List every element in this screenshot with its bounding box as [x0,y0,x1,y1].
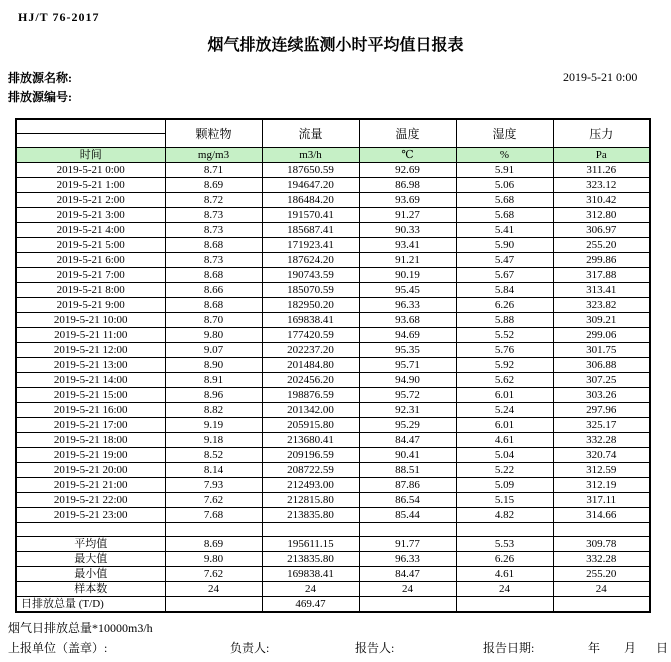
value-cell: 169838.41 [262,567,359,582]
value-cell: 202237.20 [262,343,359,358]
value-cell: 299.86 [553,253,650,268]
value-cell: 8.68 [165,268,262,283]
summary-row [16,582,650,597]
value-cell: 92.69 [359,163,456,178]
value-cell: 213835.80 [262,552,359,567]
time-cell: 2019-5-21 7:00 [16,268,165,283]
value-cell: 5.68 [456,208,553,223]
units-row [16,148,650,163]
value-cell: 8.52 [165,448,262,463]
unit-humidity: % [456,148,553,163]
value-cell: 24 [456,582,553,597]
value-cell: 9.19 [165,418,262,433]
time-cell: 2019-5-21 2:00 [16,193,165,208]
time-cell: 2019-5-21 16:00 [16,403,165,418]
summary-row [16,537,650,552]
table-row [16,163,650,178]
value-cell: 190743.59 [262,268,359,283]
time-cell: 2019-5-21 15:00 [16,388,165,403]
time-cell: 2019-5-21 12:00 [16,343,165,358]
value-cell: 5.06 [456,178,553,193]
value-cell: 325.17 [553,418,650,433]
value-cell: 5.84 [456,283,553,298]
summary-row [16,552,650,567]
value-cell: 312.59 [553,463,650,478]
value-cell: 309.21 [553,313,650,328]
table-row [16,403,650,418]
value-cell: 95.45 [359,283,456,298]
value-cell: 5.76 [456,343,553,358]
time-cell: 2019-5-21 6:00 [16,253,165,268]
reporter-label: 报告人: [355,641,395,655]
responsible-person-label: 负责人: [230,641,270,655]
value-cell: 87.86 [359,478,456,493]
table-row [16,448,650,463]
value-cell: 4.61 [456,433,553,448]
value-cell: 24 [165,582,262,597]
value-cell: 5.88 [456,313,553,328]
time-cell: 2019-5-21 13:00 [16,358,165,373]
value-cell: 255.20 [553,567,650,582]
report-datetime: 2019-5-21 0:00 [563,70,638,84]
table-row [16,313,650,328]
value-cell: 5.90 [456,238,553,253]
value-cell: 91.27 [359,208,456,223]
value-cell: 209196.59 [262,448,359,463]
value-cell: 201484.80 [262,358,359,373]
value-cell: 95.71 [359,358,456,373]
summary-label-cell: 最小值 [16,567,165,582]
header-empty-cell [16,119,165,134]
value-cell: 469.47 [262,597,359,613]
table-row [16,463,650,478]
value-cell: 5.62 [456,373,553,388]
spacer [16,523,650,537]
table-row [16,478,650,493]
value-cell: 323.82 [553,298,650,313]
value-cell: 5.52 [456,328,553,343]
value-cell: 213835.80 [262,508,359,523]
time-cell: 2019-5-21 18:00 [16,433,165,448]
time-column-label: 时间 [16,148,165,163]
value-cell: 92.31 [359,403,456,418]
value-cell [553,597,650,613]
value-cell: 307.25 [553,373,650,388]
value-cell: 94.69 [359,328,456,343]
value-cell: 8.68 [165,238,262,253]
value-cell: 5.68 [456,193,553,208]
day-label: 日 [656,641,669,655]
time-cell: 2019-5-21 9:00 [16,298,165,313]
value-cell: 8.72 [165,193,262,208]
value-cell: 8.73 [165,208,262,223]
value-cell: 90.33 [359,223,456,238]
table-header [16,119,650,163]
summary-rows [16,537,650,613]
time-cell: 2019-5-21 23:00 [16,508,165,523]
value-cell: 24 [553,582,650,597]
time-cell: 2019-5-21 11:00 [16,328,165,343]
value-cell: 303.26 [553,388,650,403]
value-cell: 8.73 [165,253,262,268]
report-date-label: 报告日期: [483,641,535,655]
value-cell: 5.92 [456,358,553,373]
value-cell: 8.91 [165,373,262,388]
value-cell: 96.33 [359,298,456,313]
table-row [16,268,650,283]
table-row [16,223,650,238]
value-cell: 194647.20 [262,178,359,193]
summary-label-cell: 最大值 [16,552,165,567]
value-cell: 198876.59 [262,388,359,403]
value-cell: 332.28 [553,433,650,448]
value-cell: 84.47 [359,567,456,582]
time-cell: 2019-5-21 1:00 [16,178,165,193]
value-cell: 185687.41 [262,223,359,238]
value-cell: 7.62 [165,567,262,582]
value-cell: 4.61 [456,567,553,582]
value-cell: 195611.15 [262,537,359,552]
value-cell: 90.19 [359,268,456,283]
month-label: 月 [624,641,637,655]
value-cell: 323.12 [553,178,650,193]
value-cell: 208722.59 [262,463,359,478]
value-cell: 5.09 [456,478,553,493]
summary-label-cell: 日排放总量 (T/D) [16,597,165,613]
value-cell: 212493.00 [262,478,359,493]
standard-number: HJ/T 76-2017 [18,10,100,24]
value-cell: 320.74 [553,448,650,463]
table-row [16,178,650,193]
value-cell: 94.90 [359,373,456,388]
table-row [16,238,650,253]
value-cell: 6.01 [456,388,553,403]
column-header-temperature: 温度 [359,119,456,148]
value-cell: 8.69 [165,178,262,193]
value-cell: 297.96 [553,403,650,418]
value-cell: 213680.41 [262,433,359,448]
report-table [15,118,651,613]
value-cell: 309.78 [553,537,650,552]
value-cell: 306.88 [553,358,650,373]
value-cell: 212815.80 [262,493,359,508]
value-cell: 310.42 [553,193,650,208]
summary-row [16,597,650,613]
value-cell: 5.24 [456,403,553,418]
value-cell: 5.91 [456,163,553,178]
value-cell: 91.77 [359,537,456,552]
table-row [16,493,650,508]
value-cell: 24 [359,582,456,597]
unit-temperature: ℃ [359,148,456,163]
value-cell: 5.04 [456,448,553,463]
value-cell: 5.15 [456,493,553,508]
value-cell: 171923.41 [262,238,359,253]
value-cell: 205915.80 [262,418,359,433]
summary-label-cell: 平均值 [16,537,165,552]
value-cell: 91.21 [359,253,456,268]
value-cell: 177420.59 [262,328,359,343]
value-cell: 314.66 [553,508,650,523]
value-cell: 186484.20 [262,193,359,208]
value-cell: 8.90 [165,358,262,373]
value-cell: 169838.41 [262,313,359,328]
table-row [16,208,650,223]
data-rows [16,163,650,523]
value-cell: 255.20 [553,238,650,253]
value-cell: 8.82 [165,403,262,418]
time-cell: 2019-5-21 22:00 [16,493,165,508]
unit-pressure: Pa [553,148,650,163]
table-row [16,358,650,373]
value-cell: 191570.41 [262,208,359,223]
value-cell: 85.44 [359,508,456,523]
value-cell: 84.47 [359,433,456,448]
unit-flow: m3/h [262,148,359,163]
value-cell: 8.68 [165,298,262,313]
source-code-label: 排放源编号: [8,90,72,104]
time-cell: 2019-5-21 10:00 [16,313,165,328]
value-cell: 182950.20 [262,298,359,313]
time-cell: 2019-5-21 4:00 [16,223,165,238]
value-cell: 95.72 [359,388,456,403]
value-cell: 9.80 [165,552,262,567]
table-row [16,388,650,403]
value-cell: 201342.00 [262,403,359,418]
value-cell: 8.14 [165,463,262,478]
report-unit-label: 上报单位（盖章）: [8,641,108,655]
value-cell: 93.41 [359,238,456,253]
spacer-row [16,523,650,537]
value-cell: 96.33 [359,552,456,567]
page-title: 烟气排放连续监测小时平均值日报表 [207,37,464,54]
value-cell: 95.29 [359,418,456,433]
header-empty-cell [16,134,165,148]
table-row [16,193,650,208]
value-cell: 6.26 [456,298,553,313]
value-cell: 9.07 [165,343,262,358]
source-name-label: 排放源名称: [8,71,72,85]
value-cell: 8.69 [165,537,262,552]
value-cell: 332.28 [553,552,650,567]
time-cell: 2019-5-21 8:00 [16,283,165,298]
value-cell: 5.53 [456,537,553,552]
value-cell: 306.97 [553,223,650,238]
value-cell: 9.18 [165,433,262,448]
value-cell: 202456.20 [262,373,359,388]
table-row [16,433,650,448]
table-row [16,253,650,268]
value-cell: 8.71 [165,163,262,178]
value-cell: 187650.59 [262,163,359,178]
value-cell: 90.41 [359,448,456,463]
value-cell: 93.68 [359,313,456,328]
value-cell: 313.41 [553,283,650,298]
time-cell: 2019-5-21 5:00 [16,238,165,253]
value-cell: 5.41 [456,223,553,238]
time-cell: 2019-5-21 19:00 [16,448,165,463]
time-cell: 2019-5-21 14:00 [16,373,165,388]
value-cell: 7.93 [165,478,262,493]
value-cell: 7.62 [165,493,262,508]
column-header-particulate: 颗粒物 [165,119,262,148]
value-cell [359,597,456,613]
value-cell [456,597,553,613]
column-header-humidity: 湿度 [456,119,553,148]
value-cell: 93.69 [359,193,456,208]
total-emission-note: 烟气日排放总量*10000m3/h [8,621,153,635]
time-cell: 2019-5-21 17:00 [16,418,165,433]
value-cell: 86.54 [359,493,456,508]
value-cell: 95.35 [359,343,456,358]
value-cell: 24 [262,582,359,597]
table-row [16,508,650,523]
unit-particulate: mg/m3 [165,148,262,163]
time-cell: 2019-5-21 20:00 [16,463,165,478]
summary-label-cell: 样本数 [16,582,165,597]
year-label: 年 [588,641,601,655]
value-cell: 8.70 [165,313,262,328]
column-header-flow: 流量 [262,119,359,148]
value-cell: 5.67 [456,268,553,283]
value-cell: 8.96 [165,388,262,403]
value-cell: 317.11 [553,493,650,508]
value-cell: 311.26 [553,163,650,178]
value-cell: 4.82 [456,508,553,523]
value-cell: 6.01 [456,418,553,433]
value-cell: 317.88 [553,268,650,283]
value-cell: 5.22 [456,463,553,478]
time-cell: 2019-5-21 3:00 [16,208,165,223]
table-row [16,283,650,298]
value-cell: 187624.20 [262,253,359,268]
value-cell: 5.47 [456,253,553,268]
value-cell: 9.80 [165,328,262,343]
value-cell: 86.98 [359,178,456,193]
value-cell: 8.73 [165,223,262,238]
value-cell: 301.75 [553,343,650,358]
table-row [16,343,650,358]
time-cell: 2019-5-21 0:00 [16,163,165,178]
value-cell: 88.51 [359,463,456,478]
value-cell [165,597,262,613]
value-cell: 312.80 [553,208,650,223]
time-cell: 2019-5-21 21:00 [16,478,165,493]
column-header-pressure: 压力 [553,119,650,148]
value-cell: 6.26 [456,552,553,567]
value-cell: 312.19 [553,478,650,493]
value-cell: 185070.59 [262,283,359,298]
table-row [16,418,650,433]
value-cell: 299.06 [553,328,650,343]
table-row [16,328,650,343]
value-cell: 7.68 [165,508,262,523]
signature-line [0,639,671,657]
value-cell: 8.66 [165,283,262,298]
table-row [16,373,650,388]
table-row [16,298,650,313]
summary-row [16,567,650,582]
